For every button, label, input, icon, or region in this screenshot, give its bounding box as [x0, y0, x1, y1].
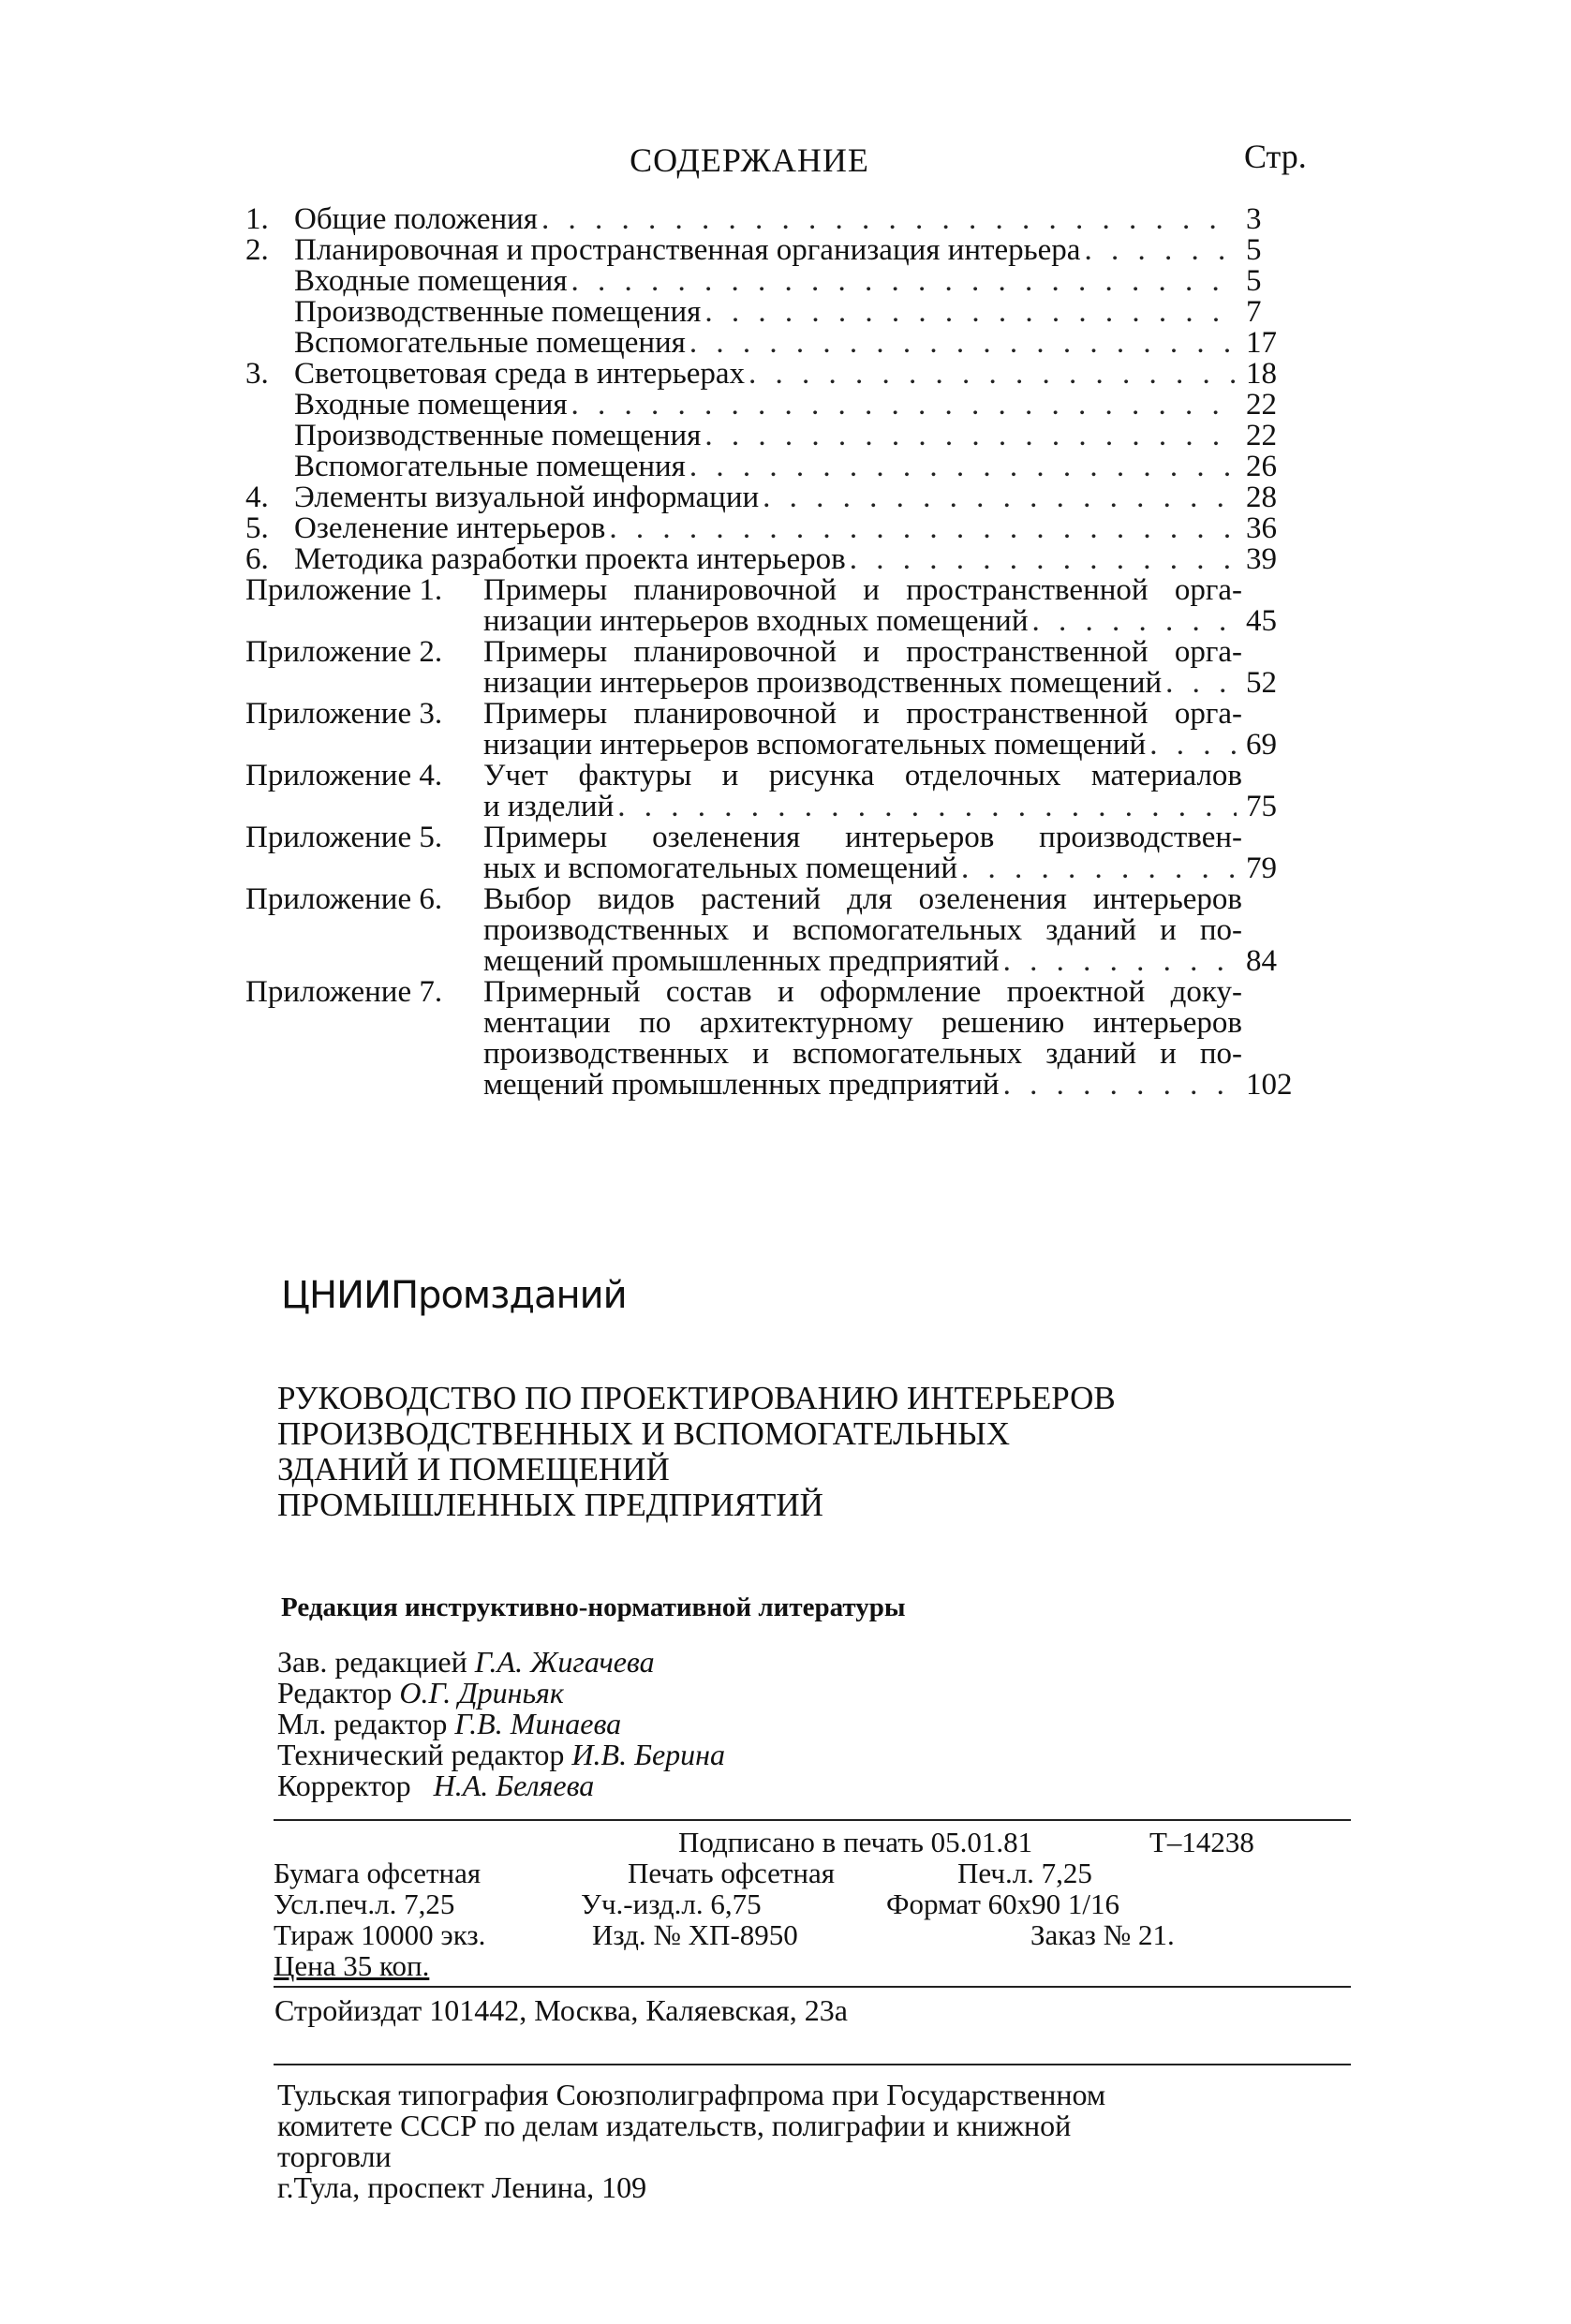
toc-entry	[245, 544, 1323, 575]
leader-dots	[538, 204, 1237, 235]
toc-text: Методика разработки проекта интерьеров	[294, 542, 846, 576]
title-line: ПРОИЗВОДСТВЕННЫХ И ВСПОМОГАТЕЛЬНЫХ	[277, 1415, 1011, 1452]
toc-page: 69	[1246, 728, 1277, 762]
staff-role: Корректор	[277, 1769, 411, 1802]
print-sheets: Печ.л. 7,25	[957, 1857, 1092, 1889]
leader-dots	[701, 421, 1237, 451]
appendix-label: Приложение 2.	[245, 635, 443, 669]
leader-dots	[745, 359, 1237, 390]
leader-dots	[759, 482, 1237, 513]
toc-number: 3.	[245, 357, 269, 391]
toc-text: Светоцветовая среда в интерьерах	[294, 357, 746, 391]
toc-page: 22	[1246, 388, 1277, 422]
toc-text: Озеленение интерьеров	[294, 511, 606, 545]
leader-dots	[1000, 946, 1237, 977]
appendix-text: и изделий	[483, 790, 615, 823]
appendix-entry	[245, 822, 1323, 884]
printer-line: Тульская типография Союзполиграфпрома при Государственном	[277, 2078, 1106, 2111]
book-title	[277, 1381, 1214, 1523]
toc-page: 28	[1246, 481, 1277, 514]
appendix-label: Приложение 4.	[245, 759, 443, 792]
t-number: Т–14238	[1149, 1826, 1254, 1858]
toc-text: Вспомогательные помещения	[294, 450, 686, 483]
editorial-office: Редакция инструктивно-нормативной литературы	[281, 1592, 906, 1622]
toc-page: 26	[1246, 450, 1277, 483]
appendix-text: низации интерьеров вспомогательных помещений	[483, 728, 1147, 762]
appendix-text: Учет фактуры и рисунка отделочных материалов	[483, 759, 1242, 792]
appendix-entry	[245, 575, 1323, 637]
appendix-text: Примеры планировочной и пространственной орга-	[483, 697, 1242, 731]
toc-page: 102	[1246, 1068, 1293, 1102]
format: Формат 60x90 1/16	[886, 1887, 1120, 1920]
appendix-label: Приложение 5.	[245, 821, 443, 854]
staff-list	[277, 1647, 725, 1801]
appendix-text: производственных и вспомогательных зданий и по-	[483, 1037, 1242, 1071]
appendix-text: Примеры планировочной и пространственной орга-	[483, 573, 1242, 607]
toc-number: 2.	[245, 233, 269, 267]
toc-entry	[245, 204, 1323, 235]
toc-entry	[245, 235, 1323, 266]
appendix-text: Примеры планировочной и пространственной орга-	[483, 635, 1242, 669]
appendix-label: Приложение 6.	[245, 882, 443, 916]
staff-name: Н.А. Беляева	[433, 1769, 595, 1802]
toc-number: 4.	[245, 481, 269, 514]
toc-text: Планировочная и пространственная организация интерьера	[294, 233, 1081, 267]
price: Цена 35 коп.	[274, 1949, 430, 1982]
paper-type: Бумага офсетная	[274, 1857, 482, 1889]
staff-line	[277, 1709, 725, 1739]
toc-entry	[245, 482, 1323, 513]
toc-entry	[245, 421, 1323, 451]
toc-page: 17	[1246, 326, 1277, 360]
toc-entry	[245, 451, 1323, 482]
toc-page: 75	[1246, 790, 1277, 823]
print-run: Тираж 10000 экз.	[274, 1918, 486, 1951]
toc-page: 5	[1246, 264, 1262, 298]
toc-text: Элементы визуальной информации	[294, 481, 760, 514]
appendix-entry	[245, 884, 1323, 977]
appendix-label: Приложение 3.	[245, 697, 443, 731]
appendix-text: Примерный состав и оформление проектной доку-	[483, 975, 1242, 1009]
toc-page: 39	[1246, 542, 1277, 576]
toc-number: 1.	[245, 202, 269, 236]
toc-page: 5	[1246, 233, 1262, 267]
imprint-block	[274, 1827, 1351, 2005]
printer-line: г.Тула, проспект Ленина, 109	[277, 2170, 647, 2204]
appendix-text: производственных и вспомогательных зданий и по-	[483, 913, 1242, 947]
appendix-text: ментации по архитектурному решению интерьеров	[483, 1006, 1242, 1040]
staff-role: Мл. редактор	[277, 1707, 448, 1740]
printer-line: торговли	[277, 2139, 392, 2173]
toc-number: 5.	[245, 511, 269, 545]
appendix-text: Выбор видов растений для озеленения интерьеров	[483, 882, 1242, 916]
leader-dots	[846, 544, 1237, 575]
staff-name: Г.А. Жигачева	[474, 1645, 655, 1679]
toc-text: Входные помещения	[294, 264, 568, 298]
toc-entry	[245, 513, 1323, 544]
leader-dots	[686, 451, 1237, 482]
title-line: РУКОВОДСТВО ПО ПРОЕКТИРОВАНИЮ ИНТЕРЬЕРОВ	[277, 1380, 1116, 1416]
appendix-entry	[245, 699, 1323, 761]
appendix-text: мещений промышленных предприятий	[483, 1068, 1000, 1102]
appendix-label: Приложение 1.	[245, 573, 443, 607]
leader-dots	[1029, 606, 1238, 637]
toc-page: 45	[1246, 604, 1277, 638]
organization-name: ЦНИИПромзданий	[281, 1274, 627, 1317]
appendix-label: Приложение 7.	[245, 975, 443, 1009]
staff-name: О.Г. Дриньяк	[399, 1676, 564, 1710]
printer-line: комитете СССР по делам издательств, полиграфии и книжной	[277, 2109, 1072, 2142]
staff-name: Г.В. Минаева	[454, 1707, 622, 1740]
toc-text: Производственные помещения	[294, 419, 702, 452]
table-of-contents	[245, 204, 1323, 1101]
toc-page: 36	[1246, 511, 1277, 545]
staff-line	[277, 1678, 725, 1709]
print-type: Печать офсетная	[628, 1857, 835, 1889]
toc-text: Общие положения	[294, 202, 538, 236]
toc-page: 84	[1246, 944, 1277, 978]
toc-text: Входные помещения	[294, 388, 568, 422]
leader-dots	[568, 390, 1237, 421]
order-number: Заказ № 21.	[1030, 1918, 1175, 1951]
staff-role: Зав. редакцией	[277, 1645, 467, 1679]
staff-line	[277, 1770, 725, 1801]
appendix-text: Примеры озеленения интерьеров производствен-	[483, 821, 1242, 854]
toc-page: 3	[1246, 202, 1262, 236]
leader-dots	[701, 297, 1237, 328]
appendix-text: ных и вспомогательных помещений	[483, 851, 958, 885]
leader-dots	[957, 853, 1237, 884]
leader-dots	[614, 792, 1237, 822]
leader-dots	[686, 328, 1237, 359]
appendix-text: низации интерьеров производственных помещений	[483, 666, 1163, 700]
leader-dots	[1162, 668, 1237, 699]
toc-entry	[245, 266, 1323, 297]
toc-text: Вспомогательные помещения	[294, 326, 686, 360]
title-line: ЗДАНИЙ И ПОМЕЩЕНИЙ	[277, 1451, 670, 1488]
staff-name: И.В. Берина	[571, 1738, 726, 1771]
divider	[274, 1986, 1351, 1988]
edition-number: Изд. № ХП-8950	[592, 1918, 798, 1951]
toc-entry	[245, 359, 1323, 390]
staff-role: Технический редактор	[277, 1738, 565, 1771]
toc-entry	[245, 328, 1323, 359]
publisher-address: Стройиздат 101442, Москва, Каляевская, 23а	[274, 1993, 848, 2027]
leader-dots	[1080, 235, 1237, 266]
toc-page: 52	[1246, 666, 1277, 700]
signed-date: Подписано в печать 05.01.81	[678, 1826, 1033, 1858]
staff-role: Редактор	[277, 1676, 393, 1710]
divider	[274, 2064, 1351, 2065]
appendix-entry	[245, 977, 1323, 1101]
toc-heading: СОДЕРЖАНИЕ	[630, 141, 869, 179]
appendix-entry	[245, 637, 1323, 699]
leader-dots	[605, 513, 1237, 544]
title-line: ПРОМЫШЛЕННЫХ ПРЕДПРИЯТИЙ	[277, 1487, 823, 1523]
toc-entry	[245, 297, 1323, 328]
toc-text: Производственные помещения	[294, 295, 702, 329]
staff-line	[277, 1647, 725, 1678]
toc-page: 18	[1246, 357, 1277, 391]
appendix-entry	[245, 761, 1323, 822]
toc-page: 22	[1246, 419, 1277, 452]
printer-info	[277, 2080, 1270, 2203]
conventional-sheets: Усл.печ.л. 7,25	[274, 1887, 455, 1920]
toc-page-label: Стр.	[1244, 138, 1307, 175]
leader-dots	[1000, 1070, 1237, 1101]
publishing-sheets: Уч.-изд.л. 6,75	[581, 1887, 762, 1920]
toc-page: 7	[1246, 295, 1262, 329]
divider	[274, 1819, 1351, 1821]
toc-number: 6.	[245, 542, 269, 576]
appendix-text: низации интерьеров входных помещений	[483, 604, 1029, 638]
toc-entry	[245, 390, 1323, 421]
leader-dots	[568, 266, 1237, 297]
staff-line	[277, 1739, 725, 1770]
toc-page: 79	[1246, 851, 1277, 885]
leader-dots	[1146, 730, 1237, 761]
appendix-text: мещений промышленных предприятий	[483, 944, 1000, 978]
